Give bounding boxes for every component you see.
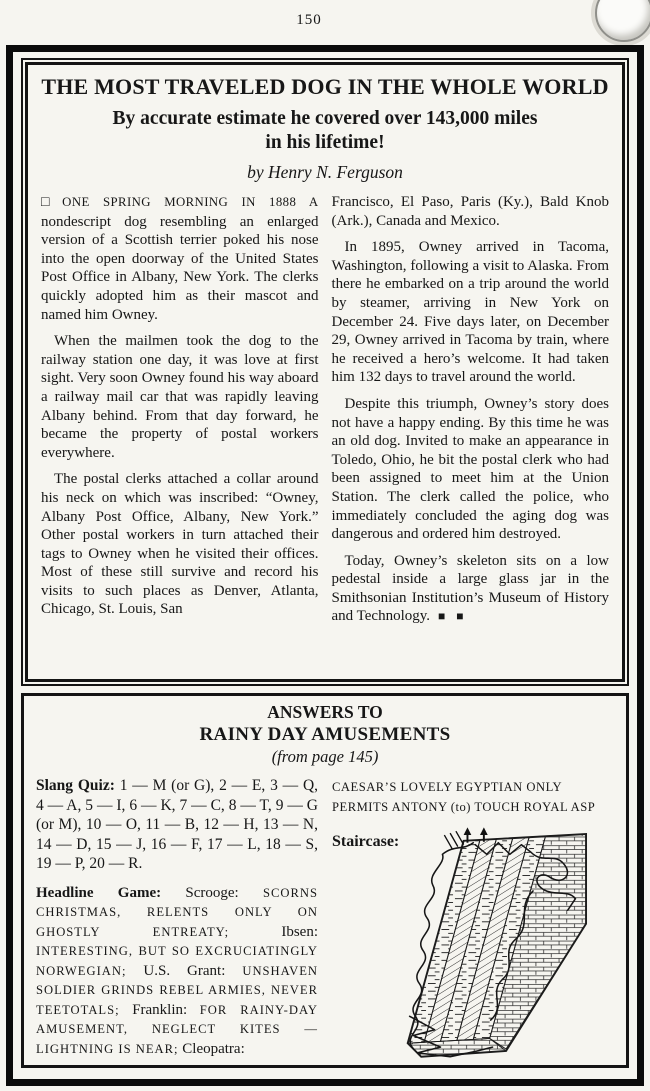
article-subtitle-line1: By accurate estimate he covered over 143,000 miles bbox=[112, 108, 538, 129]
cleopatra-continuation: CAESAR’S LOVELY EGYPTIAN ONLY PERMITS ANTONY (to) TOUCH ROYAL ASP bbox=[332, 780, 596, 814]
answers-heading-line2: RAINY DAY AMUSEMENTS bbox=[199, 724, 451, 745]
headline-item-name: U.S. Grant: bbox=[143, 962, 226, 979]
headline-item-answer: SCORNS CHRISTMAS, RELENTS ONLY ON GHOSTLY ENTREATY; bbox=[36, 885, 318, 939]
answers-heading-line1: ANSWERS TO bbox=[267, 702, 383, 722]
article-paragraph: Despite this triumph, Owney’s story does not have a happy ending. By this time he was an old dog. Invited to make an appearance in Toledo, Ohio, he bit the postal clerk who had been assigned to meet him at the Union Station. The clerk called the police, who immediately concluded the aging dog was dangerous and ordered him destroyed. bbox=[331, 395, 609, 543]
hole-punch-icon bbox=[595, 0, 650, 42]
answers-column-left bbox=[36, 776, 318, 1061]
headline-item-answer: INTERESTING, BUT SO EXCRUCIATINGLY NORWEGIAN; bbox=[36, 944, 318, 978]
headline-item-name: Franklin: bbox=[132, 1001, 188, 1018]
article-byline: by Henry N. Ferguson bbox=[247, 162, 403, 182]
article-column-left bbox=[41, 193, 319, 634]
headline-game-paragraph bbox=[36, 884, 318, 1060]
headline-item-name: Scrooge: bbox=[185, 884, 239, 901]
article-paragraph: The postal clerks attached a collar around his neck on which was inscribed: “Owney, Albany Post Office, Albany, New York.” Other postal workers in turn attached their tags to Owney when he visited their offices. Most of these still survive and record his visits to such places as Denver, Atlanta, Chicago, St. Louis, San bbox=[41, 471, 319, 618]
lead-small-caps: ONE SPRING MORNING IN 1888 A bbox=[62, 195, 319, 209]
article-subtitle-line2: in his lifetime! bbox=[265, 132, 385, 153]
article-end-mark: ■ ■ bbox=[438, 609, 468, 624]
headline-item-answer: FOR RAINY-DAY AMUSEMENT, NEGLECT KITES — LIGHTNING IS NEAR; bbox=[36, 1002, 319, 1056]
headline-item-name: Ibsen: bbox=[281, 923, 319, 940]
article-paragraph: When the mailmen took the dog to the railway station one day, it was love at first sight. Very soon Owney found his way aboard a railway mail car that was rapidly leaving Albany behind. From that day forward, he became the property of postal workers everywhere. bbox=[41, 333, 319, 461]
answers-columns bbox=[36, 776, 614, 1061]
open-square-icon: □ bbox=[41, 195, 60, 210]
staircase-block bbox=[408, 834, 586, 1057]
article-title: THE MOST TRAVELED DOG IN THE WHOLE WORLD bbox=[41, 74, 609, 99]
article-paragraph: In 1895, Owney arrived in Tacoma, Washington, following a visit to Alaska. From there he embarked on a trip around the world by steamer, arriving in New York on December 24. Five days later, on December 29, Owney arrived in Tacoma by train, where he received a hero’s welcome. It had taken him 132 days to travel around the world. bbox=[331, 239, 609, 386]
headline-item-name: Cleopatra: bbox=[182, 1040, 245, 1057]
article-paragraph bbox=[41, 193, 319, 324]
page-frame bbox=[6, 45, 644, 1086]
article-subtitle bbox=[41, 107, 609, 155]
headline-game-label: Headline Game: bbox=[36, 884, 162, 901]
slang-quiz-text: 1 — M (or G), 2 — E, 3 — Q, 4 — A, 5 — I, 6 — K, 7 — C, 8 — T, 9 — G (or M), 10 — O, 11 — B, 12 — H, 13 — N, 14 — D, 15 — J, 16 — F, 17 — L, 18 — S, 19 — P, 20 — R. bbox=[36, 777, 319, 872]
paragraph-text: nondescript dog resembling an enlarged version of a Scottish terrier poked his nose into the open doorway of the United States Post Office in Albany, New York. The clerks quickly adopted him as their mascot and named him Owney. bbox=[41, 213, 319, 323]
slang-quiz-label: Slang Quiz: bbox=[36, 777, 115, 794]
staircase-section bbox=[332, 825, 614, 1061]
article-column-right bbox=[332, 193, 610, 634]
staircase-label: Staircase: bbox=[332, 833, 400, 851]
slang-quiz-paragraph bbox=[36, 776, 318, 874]
answers-heading-line3: (from page 145) bbox=[271, 747, 379, 766]
article-box bbox=[21, 58, 629, 686]
staircase-illustration bbox=[400, 825, 614, 1061]
article-paragraph bbox=[332, 552, 610, 626]
answers-box bbox=[21, 693, 629, 1068]
article-paragraph: Francisco, El Paso, Paris (Ky.), Bald Knob (Ark.), Canada and Mexico. bbox=[331, 194, 609, 229]
article-body bbox=[41, 193, 609, 634]
headline-item-answer: UNSHAVEN SOLDIER GRINDS REBEL ARMIES, NEVER TEETOTALS; bbox=[36, 963, 319, 1017]
paragraph-text: Today, Owney’s skeleton sits on a low pedestal inside a large glass jar in the Smithsonian Institution’s Museum of History and Technology. bbox=[331, 552, 609, 625]
answers-column-right bbox=[332, 776, 614, 1061]
page-number: 150 bbox=[296, 12, 322, 28]
